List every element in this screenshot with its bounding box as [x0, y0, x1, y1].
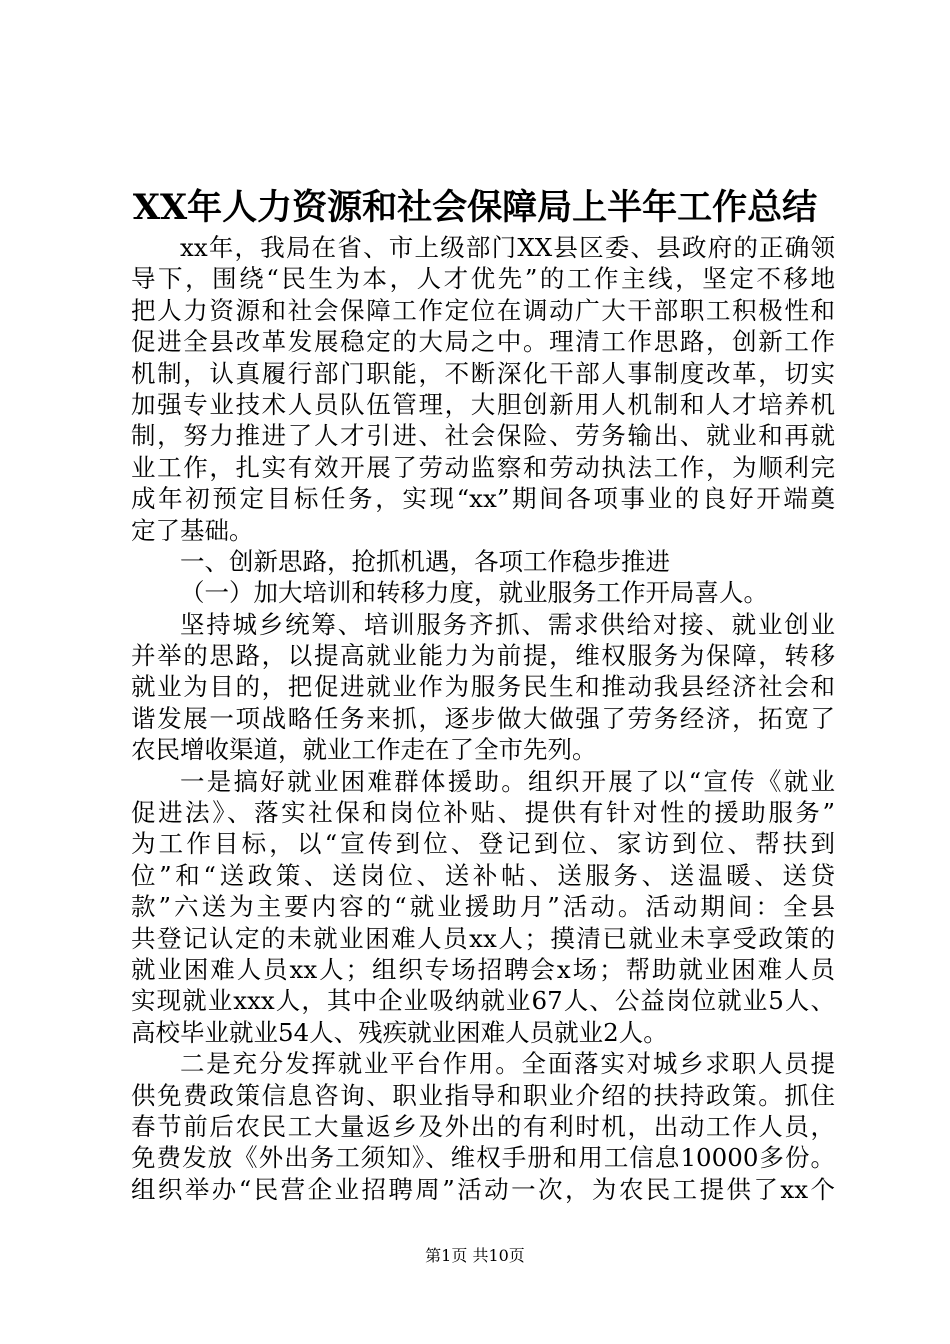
paragraph-line: 免费发放《外出务工须知》、维权手册和用工信息10000多份。	[131, 1143, 835, 1173]
paragraph-line: 款”六送为主要内容的“就业援助月”活动。活动期间：全县	[131, 892, 835, 922]
paragraph-line: 位”和“送政策、送岗位、送补帖、送服务、送温暖、送贷	[131, 860, 835, 890]
paragraph-line: 并举的思路，以提高就业能力为前提，维权服务为保障，转移	[131, 641, 835, 671]
paragraph-line: 加强专业技术人员队伍管理，大胆创新用人机制和人才培养机	[131, 389, 835, 419]
paragraph-line: 春节前后农民工大量返乡及外出的有利时机，出动工作人员，	[131, 1111, 835, 1141]
paragraph-line: 为工作目标，以“宣传到位、登记到位、家访到位、帮扶到	[131, 829, 835, 859]
paragraph-line: 导下，围绕“民生为本，人才优先”的工作主线，坚定不移地	[131, 264, 835, 294]
paragraph-line: 高校毕业就业54人、残疾就业困难人员就业2人。	[131, 1017, 668, 1047]
paragraph-line: 把人力资源和社会保障工作定位在调动广大干部职工积极性和	[131, 295, 835, 325]
paragraph-line: 机制，认真履行部门职能，不断深化干部人事制度改革，切实	[131, 358, 835, 388]
paragraph-line: 供免费政策信息咨询、职业指导和职业介绍的扶持政策。抓住	[131, 1080, 835, 1110]
paragraph-line: 就业为目的，把促进就业作为服务民生和推动我县经济社会和	[131, 672, 835, 702]
paragraph-line: 二是充分发挥就业平台作用。全面落实对城乡求职人员提	[180, 1049, 835, 1079]
paragraph-line: 促进全县改革发展稳定的大局之中。理清工作思路，创新工作	[131, 327, 835, 357]
paragraph-line: 农民增收渠道，就业工作走在了全市先列。	[131, 735, 597, 765]
document-body	[131, 232, 835, 1205]
paragraph-line: 一是搞好就业困难群体援助。组织开展了以“宣传《就业	[180, 766, 835, 796]
page-number-footer: 第1页 共10页	[425, 1246, 525, 1265]
paragraph-line: 制，努力推进了人才引进、社会保险、劳务输出、就业和再就	[131, 421, 835, 451]
paragraph-line: 定了基础。	[131, 515, 254, 545]
section-heading: 一、创新思路，抢抓机遇，各项工作稳步推进	[180, 546, 670, 576]
paragraph-line: 成年初预定目标任务，实现“xx”期间各项事业的良好开端奠	[131, 484, 835, 514]
paragraph-line: xx年，我局在省、市上级部门XX县区委、县政府的正确领	[180, 233, 835, 262]
paragraph-line: 谐发展一项战略任务来抓，逐步做大做强了劳务经济，拓宽了	[131, 703, 835, 733]
paragraph-line: 坚持城乡统筹、培训服务齐抓、需求供给对接、就业创业	[180, 609, 835, 639]
paragraph-line: 实现就业xxx人，其中企业吸纳就业67人、公益岗位就业5人、	[131, 986, 835, 1016]
subsection-heading: （一）加大培训和转移力度，就业服务工作开局喜人。	[180, 578, 768, 608]
paragraph-line: 促进法》、落实社保和岗位补贴、提供有针对性的援助服务”	[131, 798, 835, 828]
paragraph-line: 组织举办“民营企业招聘周”活动一次，为农民工提供了xx个	[131, 1174, 835, 1204]
document-title: XX年人力资源和社会保障局上半年工作总结	[132, 187, 818, 228]
paragraph-line: 共登记认定的未就业困难人员xx人；摸清已就业未享受政策的	[131, 923, 835, 953]
paragraph-line: 就业困难人员xx人；组织专场招聘会x场；帮助就业困难人员	[131, 954, 835, 984]
paragraph-line: 业工作，扎实有效开展了劳动监察和劳动执法工作，为顺利完	[131, 452, 835, 482]
